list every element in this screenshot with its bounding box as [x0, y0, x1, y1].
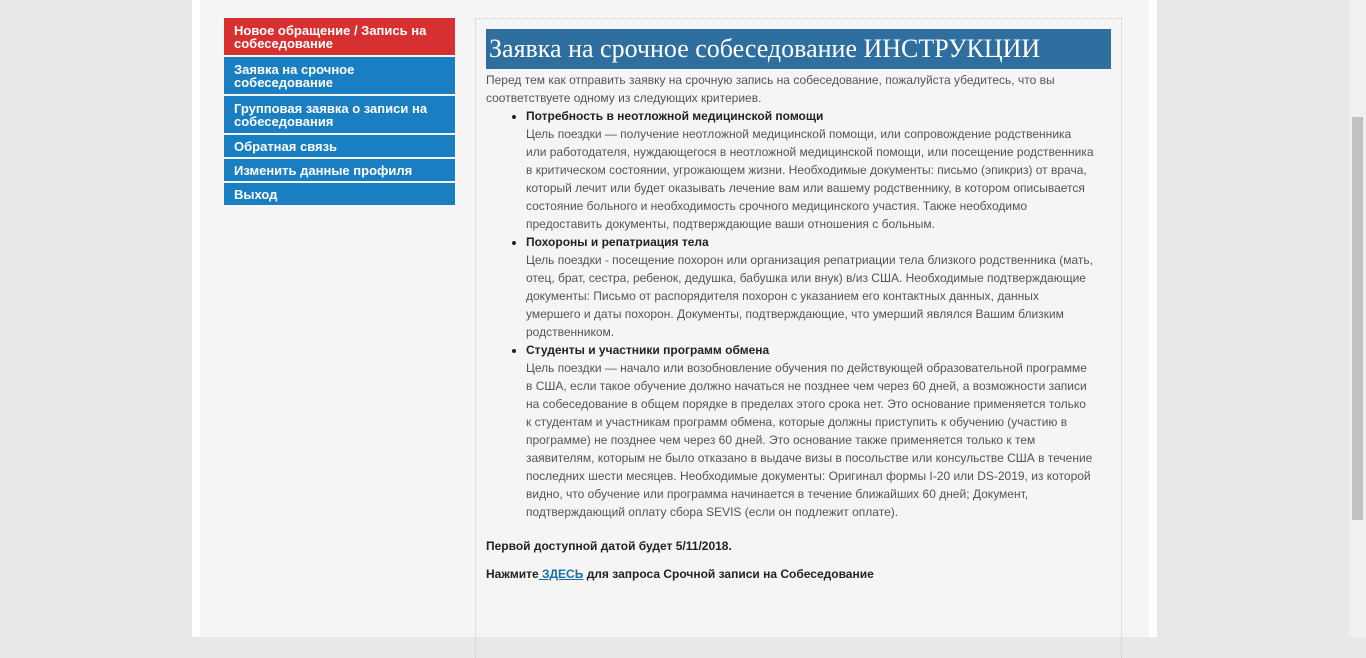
criteria-title: • Студенты и участники программ обмена: [526, 343, 770, 357]
criteria-item: [526, 107, 1101, 233]
criteria-title: • Похороны и репатриация тела: [526, 235, 709, 249]
nav-item-expedited-interview[interactable]: Заявка на срочное собеседование: [224, 57, 455, 94]
nav-item-new-appointment[interactable]: Новое обращение / Запись на собеседование: [224, 18, 455, 55]
nav-item-logout[interactable]: Выход: [224, 183, 455, 205]
page-title: Заявка на срочное собеседование ИНСТРУКЦИИ: [486, 29, 1111, 69]
main-content: [475, 18, 1122, 658]
criteria-item: [526, 233, 1101, 341]
scrollbar-thumb[interactable]: [1352, 117, 1363, 520]
criteria-title: • Потребность в неотложной медицинской помощи: [526, 109, 824, 123]
criteria-description: Цель поездки — начало или возобновление обучения по действующей образовательной программе в США, если такое обучение должно начаться не позднее чем через 60 дней, а возможности записи на собеседование в общем порядке в пределах этого срока нет. Это основание применяется только к студентам и участникам программ обмена, которые должны приступить к обучению (участию в программе) не позднее чем через 60 дней. Это основание также применяется только к тем заявителям, которым не было отказано в выдаче визы в посольстве или консульстве США в течение последних шести месяцев. Необходимые документы: Оригинал формы I-20 или DS-2019, из которой видно, что обучение или программа начинается в течение ближайших 60 дней; Документ, подтверждающий оплату сбора SEVIS (если он подлежит оплате).: [526, 361, 1093, 519]
criteria-item: [526, 341, 1101, 521]
criteria-list: [486, 107, 1101, 521]
nav-item-group-appointment[interactable]: Групповая заявка о записи на собеседования: [224, 96, 455, 133]
first-available-date: Первой доступной датой будет 5/11/2018.: [486, 539, 732, 553]
criteria-description: Цель поездки — получение неотложной медицинской помощи, или сопровождение родственника или работодателя, нуждающегося в неотложной медицинской помощи, или посещение родственника в критическом состоянии, угрожающем жизни. Необходимые документы: письмо (эпикриз) от врача, который лечит или будет оказывать лечение вам или вашему родственнику, в котором описывается состояние больного и необходимость срочного медицинского участия. Также необходимо предоставить документы, подтверждающие ваши отношения с больным.: [526, 127, 1094, 231]
sidebar-nav: [224, 18, 455, 207]
request-prefix: Нажмите: [486, 567, 539, 581]
nav-item-feedback[interactable]: Обратная связь: [224, 135, 455, 157]
intro-text: Перед тем как отправить заявку на срочную запись на собеседование, пожалуйста убедитесь, что вы соответствуете одному из следующих критериев.: [486, 73, 1055, 105]
nav-item-edit-profile[interactable]: Изменить данные профиля: [224, 159, 455, 181]
page-scrollbar[interactable]: [1349, 0, 1366, 637]
request-line: [486, 565, 1101, 583]
request-suffix: для запроса Срочной записи на Собеседование: [583, 567, 874, 581]
instructions-body: [486, 71, 1101, 583]
criteria-description: Цель поездки - посещение похорон или организация репатриации тела близкого родственника (мать, отец, брат, сестра, ребенок, дедушка, бабушка или внук) в/из США. Необходимые подтверждающие документы: Письмо от распорядителя похорон с указанием его контактных данных, данных умершего и даты похорон. Документы, подтверждающие, что умерший являлся Вашим близким родственником.: [526, 253, 1093, 339]
here-link[interactable]: ЗДЕСЬ: [538, 567, 584, 581]
